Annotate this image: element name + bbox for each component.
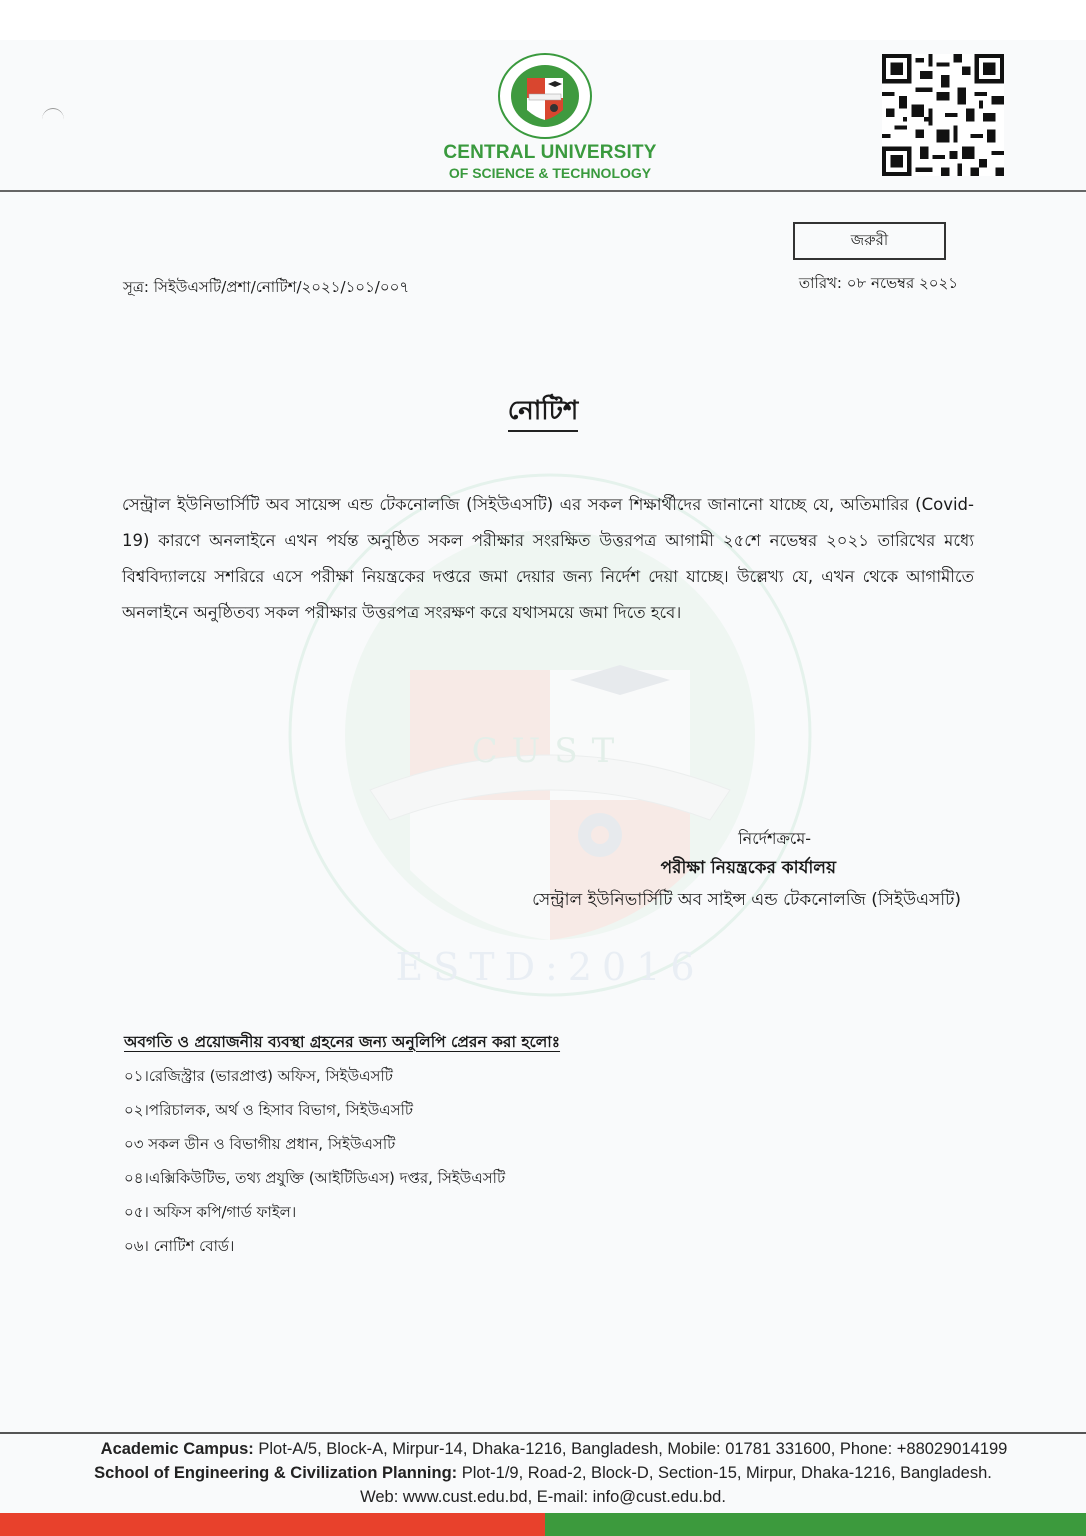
copy-recipient: ০৫। অফিস কপি/গার্ড ফাইল। [124,1203,297,1221]
brand-name-line2: OF SCIENCE & TECHNOLOGY [448,165,652,181]
copies-list [124,1064,505,1268]
school-line: School of Engineering & Civilization Planning: Plot-1/9, Road-2, Block-D, Section-15, Mirpur, Dhaka-1216, Bangladesh. [94,1464,992,1482]
university-seal-icon [497,52,593,140]
punch-hole-mark [42,108,64,131]
header-divider [0,190,1086,192]
footer-band-red [0,1513,545,1536]
copy-recipient: ০৪।এক্সিকিউটিভ, তথ্য প্রযুক্তি (আইটিডিএস) দপ্তর, সিইউএসটি [124,1169,506,1187]
copy-recipient: ০২।পরিচালক, অর্থ ও হিসাব বিভাগ, সিইউএসটি [124,1101,414,1119]
svg-text:ESTD:2016: ESTD:2016 [395,945,705,989]
copy-recipient: ০১।রেজিস্ট্রার (ভারপ্রাপ্ত) অফিস, সিইউএসটি [124,1067,393,1085]
signing-institution: সেন্ট্রাল ইউনিভার্সিটি অব সাইন্স এন্ড টেকনোলজি (সিইউএসটি) [532,890,961,910]
urgent-badge: জরুরী [793,222,946,260]
reference-number: সূত্র: সিইউএসটি/প্রশা/নোটিশ/২০২১/১০১/০০৭ [123,278,410,296]
signing-office: পরীক্ষা নিয়ন্ত্রকের কার্যালয় [660,858,836,878]
notice-date: তারিখ: ০৮ নভেম্বর ২০২১ [798,274,958,292]
svg-text:CUST: CUST [471,731,629,771]
qr-code-icon [882,54,1004,176]
by-order-label: নির্দেশক্রমে- [738,829,811,848]
notice-title: নোটিশ [0,390,1086,434]
copy-recipient: ০৩ সকল ডীন ও বিভাগীয় প্রধান, সিইউএসটি [124,1135,396,1153]
contact-line: Web: www.cust.edu.bd, E-mail: info@cust.edu.bd. [360,1488,726,1506]
copies-heading: অবগতি ও প্রয়োজনীয় ব্যবস্থা গ্রহনের জন্য অনুলিপি প্রেরন করা হলোঃ [124,1033,561,1051]
footer-divider [0,1432,1086,1434]
brand-name-line1: CENTRAL UNIVERSITY [443,142,657,163]
footer-address [0,1437,1086,1509]
notice-body: সেন্ট্রাল ইউনিভার্সিটি অব সায়েন্স এন্ড টেকনোলজি (সিইউএসটি) এর সকল শিক্ষার্থীদের জানানো যাচ্ছে যে, অতিমারির (Covid-19) কারণে অনলাইনে এখন পর্যন্ত অনুষ্ঠিত সকল পরীক্ষার সংরক্ষিত উত্তরপত্র আগামী ২৫শে নভেম্বর ২০২১ তারিখের মধ্যে বিশ্ববিদ্যালয়ে সশরিরে এসে পরীক্ষা নিয়ন্ত্রকের দপ্তরে জমা দেয়ার জন্য নির্দেশ দেয়া যাচ্ছে। উল্লেখ্য যে, এখন থেকে আগামীতে অনলাইনে অনুষ্ঠিতব্য সকল পরীক্ষার উত্তরপত্র সংরক্ষণ করে যথাসময়ে জমা দিতে হবে। [122,495,974,622]
copy-recipient: ০৬। নোটিশ বোর্ড। [124,1237,235,1255]
signature-block [532,825,961,917]
academic-campus-line: Academic Campus: Plot-A/5, Block-A, Mirpur-14, Dhaka-1216, Bangladesh, Mobile: 01781 331600, Phone: +88029014199 [100,1440,1008,1458]
footer-band-green [545,1513,1086,1536]
